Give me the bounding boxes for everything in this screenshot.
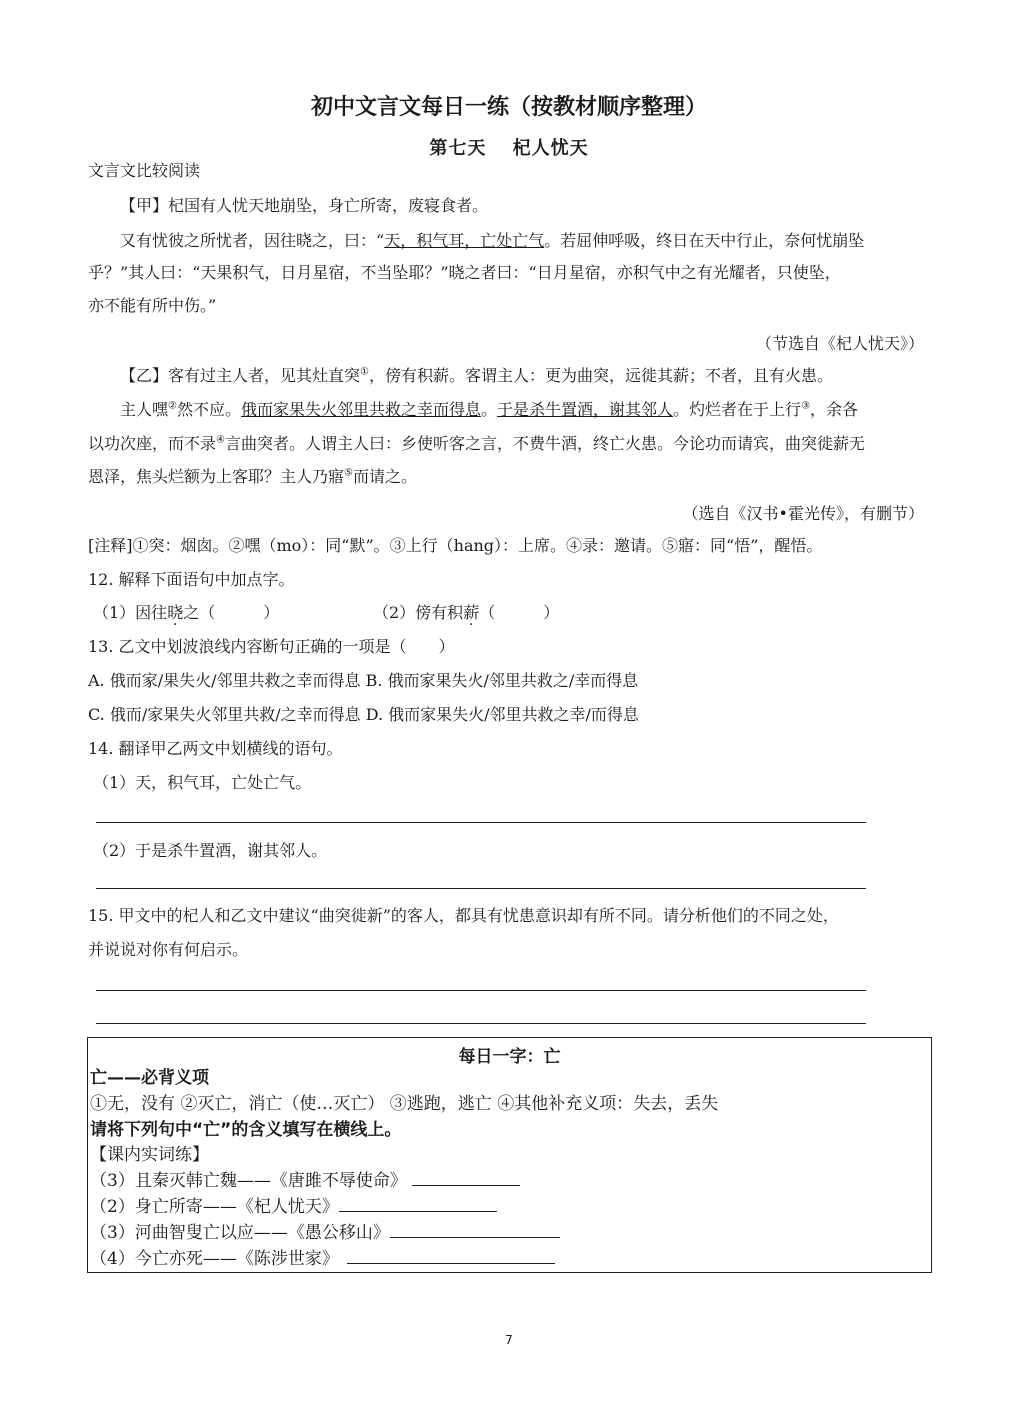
question-12-1: （1）因往晓之（ ） [93,603,280,622]
passage-a-line-1: 【甲】杞国有人忧天地崩坠，身亡所寄，废寝食者。 [120,196,489,215]
notes: [注释]①突：烟囱。②嘿（mo）：同“默”。③上行（hang）：上席。④录：邀请。⑤寤：同“悟”，醒悟。 [88,536,823,555]
page-number: 7 [505,1333,513,1347]
passage-a-line-4: 亦不能有所中伤。” [88,296,217,315]
fill-blank[interactable] [347,1247,555,1264]
question-15-line-1: 15. 甲文中的杞人和乙文中建议“曲突徙新”的客人，都具有忧患意识却有所不同。请分析他们的不同之处， [88,906,839,925]
passage-b-wavy-text: 俄而家果失火邻里共救之幸而得息 [241,400,482,419]
daily-word-instruction: 请将下列句中“亡”的含义填写在横线上。 [90,1120,402,1140]
answer-line[interactable] [96,990,866,991]
passage-b-line-3: 以功次座，而不录④言曲突者。人谓主人曰：乡使听客之言，不费牛酒，终亡火患。今论功而请宾，曲突徙薪无 [88,434,865,453]
question-13-options-ab: A. 俄而家/果失火/邻里共救之幸而得息 B. 俄而家果失火/邻里共救之/幸而得息 [88,671,639,690]
fill-blank[interactable] [412,1169,520,1186]
practice-item: （3）且秦灭韩亡魏——《唐雎不辱使命》 [90,1169,520,1192]
passage-a-line-2: 又有忧彼之所忧者，因往晓之，曰：“天，积气耳，亡处亡气。若屈伸呼吸，终日在天中行止，奈何忧崩坠 [120,231,865,250]
answer-line[interactable] [96,822,866,823]
daily-word-heading: 亡——必背义项 [90,1068,209,1088]
daily-word-title: 每日一字：亡 [458,1047,561,1067]
question-14: 14. 翻译甲乙两文中划横线的语句。 [88,739,343,758]
passage-a-line-3: 乎？”其人曰：“天果积气，日月星宿，不当坠耶？”晓之者曰：“日月星宿，亦积气中之有光耀者，只使坠， [88,263,841,282]
practice-item: （2）身亡所寄——《杞人忧天》 [90,1195,497,1218]
question-13-options-cd: C. 俄而/家果失火邻里共救/之幸而得息 D. 俄而家果失火/邻里共救之幸/而得息 [88,705,639,724]
page-title: 初中文言文每日一练（按教材顺序整理） [310,95,707,120]
question-14-1: （1）天，积气耳，亡处亡气。 [93,773,312,792]
question-14-2: （2）于是杀牛置酒，谢其邻人。 [93,841,328,860]
passage-b-line-4: 恩泽，焦头烂额为上客耶？主人乃寤⑤而请之。 [88,467,417,486]
answer-line[interactable] [96,888,866,889]
passage-a-underlined: 天，积气耳，亡处亡气 [384,231,545,250]
question-12: 12. 解释下面语句中加点字。 [88,570,295,589]
page-subtitle: 第七天 杞人忧天 [429,138,589,159]
passage-b-line-2: 主人嘿②然不应。俄而家果失火邻里共救之幸而得息。于是杀牛置酒，谢其邻人。灼烂者在于上行③，余各 [120,400,859,419]
question-12-2: （2）傍有积薪（ ） [373,603,560,622]
practice-item: （3）河曲智叟亡以应——《愚公移山》 [90,1221,560,1244]
question-15-line-2: 并说说对你有何启示。 [88,940,249,959]
question-13: 13. 乙文中划波浪线内容断句正确的一项是（ ） [88,637,455,656]
passage-b-source: （选自《汉书•霍光传》，有删节） [682,504,924,523]
daily-word-meanings: ①无，没有 ②灭亡，消亡（使…灭亡） ③逃跑，逃亡 ④其他补充义项：失去，丢失 [90,1094,719,1114]
fill-blank[interactable] [339,1195,497,1212]
answer-line[interactable] [96,1023,866,1024]
passage-a-source: （节选自《杞人忧天》） [755,334,924,353]
section-label: 文言文比较阅读 [88,161,201,180]
passage-b-line-1: 【乙】客有过主人者，见其灶直突①，傍有积薪。客谓主人：更为曲突，远徙其薪；不者，且有火患。 [120,366,833,385]
fill-blank[interactable] [390,1221,560,1238]
practice-item: （4）今亡亦死——《陈涉世家》 [90,1247,555,1270]
daily-word-box [87,1037,932,1273]
passage-b-underlined: 于是杀牛置酒，谢其邻人 [497,400,674,419]
practice-label: 【课内实词练】 [90,1145,209,1165]
